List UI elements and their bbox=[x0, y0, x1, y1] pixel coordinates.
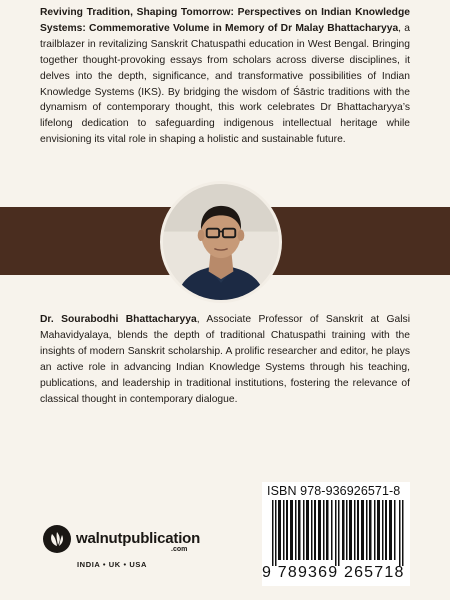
author-portrait bbox=[160, 181, 282, 303]
isbn-barcode bbox=[262, 482, 410, 586]
book-description bbox=[40, 5, 410, 148]
walnut-logo-icon bbox=[43, 525, 71, 553]
author-portrait-image bbox=[163, 184, 279, 300]
publisher-logo bbox=[43, 525, 203, 581]
barcode-bars bbox=[272, 500, 404, 566]
isbn-label: ISBN 978-936926571-8 bbox=[267, 484, 401, 498]
author-bio bbox=[40, 312, 410, 407]
author-bio-text: , Associate Professor of Sanskrit at Galsi Mahavidyalaya, blends the depth of traditional Chatuspathi training with the insights of modern Sanskrit scholarship. A prolific researcher and editor, he plays an active role in advancing Indian Knowledge Systems through his teaching, publications, and leadership in traditional institutions, fostering the relevance of classical thought in contemporary dialogue. bbox=[40, 314, 410, 405]
book-title: Reviving Tradition, Shaping Tomorrow: Perspectives on Indian Knowledge Systems: Commemorative Volume in Memory of Dr Malay Bhattacharyya bbox=[40, 7, 410, 34]
author-name: Dr. Sourabodhi Bhattacharyya bbox=[40, 314, 197, 325]
publisher-locations: INDIA • UK • USA bbox=[77, 560, 147, 569]
publisher-brand-suffix: .com bbox=[171, 546, 188, 553]
barcode-digits: 9 789369 265718 bbox=[262, 564, 405, 581]
publisher-brand: walnutpublication bbox=[76, 530, 201, 547]
book-description-text: , a trailblazer in revitalizing Sanskrit Chatuspathi education in West Bengal. Bringing together thought-provoking essays from scholars across diverse disciplines, it delves into the depth, significance, and transformative possibilities of Indian Knowledge Systems (IKS). By bridging the wisdom of Śāstric traditions with the dynamism of contemporary thought, this work celebrates Dr Bhattacharyya’s lifelong dedication to safeguarding indigenous intellectual heritage while envisioning its vital role in shaping a holistic and sustainable future. bbox=[40, 22, 410, 146]
